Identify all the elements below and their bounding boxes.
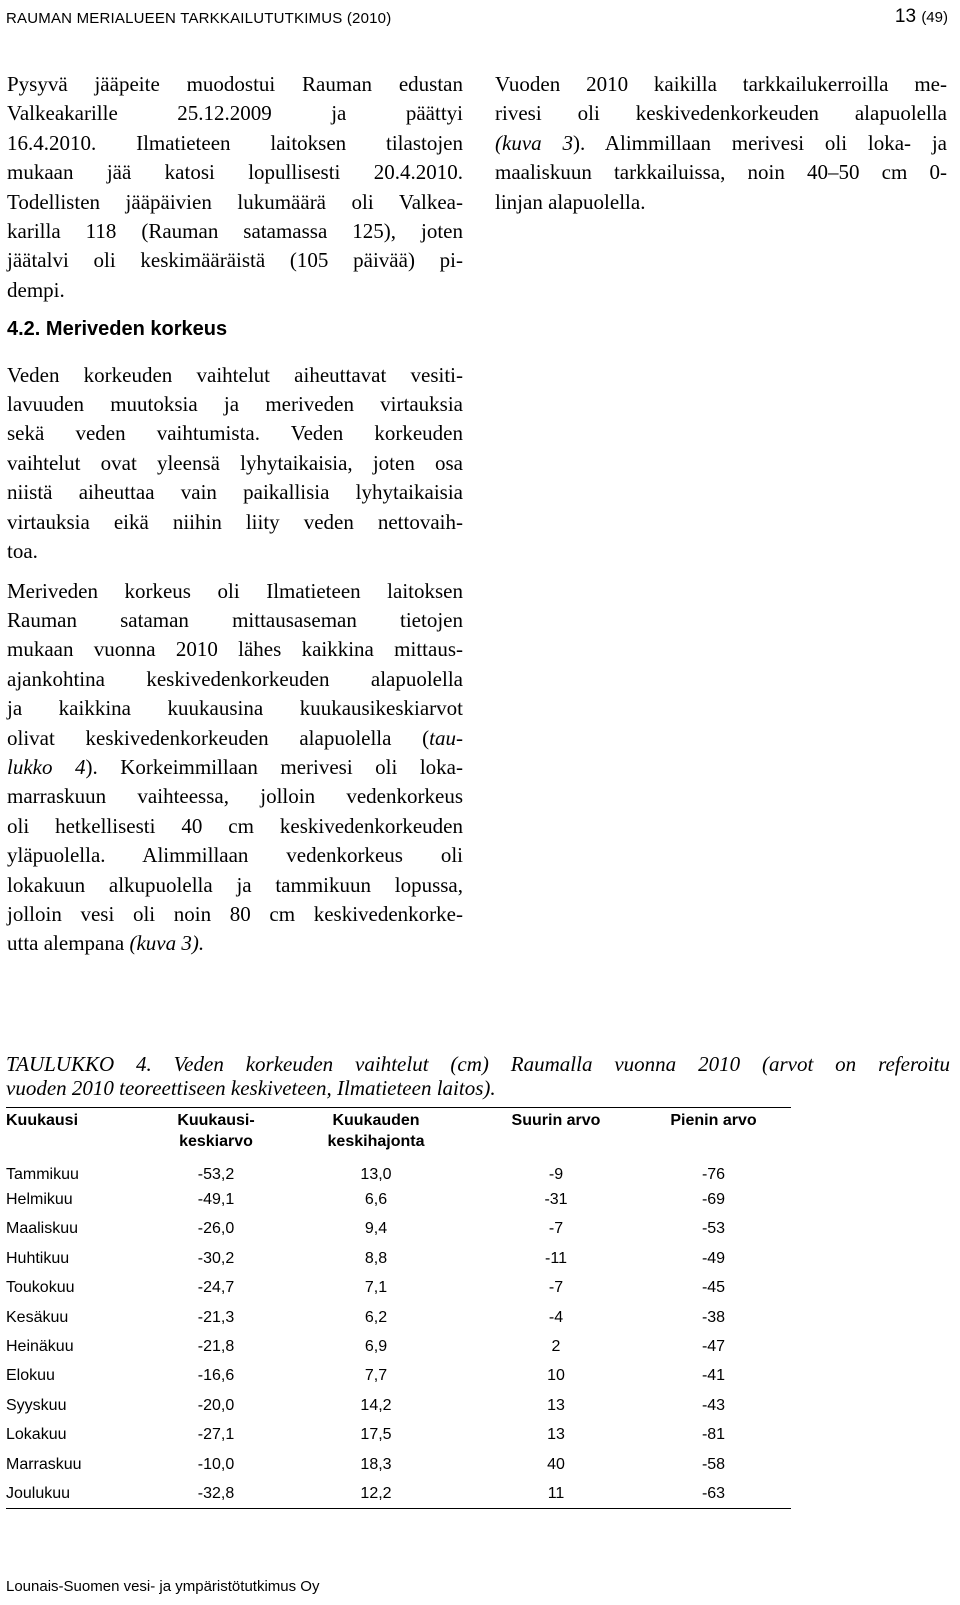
cell-std: 8,8 [364,1249,388,1267]
header-min: Pienin arvo [670,1112,757,1129]
cell-max: 10 [547,1367,565,1385]
table-reference: tau- [429,725,463,750]
cell-mean: -53,2 [197,1165,235,1183]
cell-min: -41 [701,1367,726,1385]
cell-max: -4 [548,1308,564,1326]
cell-std: 14,2 [360,1396,392,1414]
text-line: dempi. [7,277,65,302]
text-fragment: utta alempana [7,931,130,956]
cell-mean: -10,0 [197,1455,235,1473]
text-line: jolloin vesi oli noin 80 cm keskivedenkorke- [7,901,463,926]
cell-max: -11 [545,1249,567,1267]
text-fragment: olivat keskivedenkorkeuden alapuolella ( [7,725,430,750]
cell-mean: -16,6 [197,1367,235,1385]
table-header-row [6,1108,791,1157]
table-row [6,1332,791,1361]
table-row [6,1421,791,1450]
text-line: jäätalvi oli keskimääräistä (105 päivää) pi- [7,248,463,273]
text-line: ajankohtina keskivedenkorkeuden alapuolella [7,666,463,691]
cell-min: -81 [701,1426,726,1444]
table-row [6,1185,791,1214]
table-row [6,1391,791,1420]
figure-reference: (kuva 3). [129,931,205,956]
cell-month: Syyskuu [6,1396,67,1414]
cell-mean: -30,2 [197,1249,235,1267]
cell-month: Marraskuu [6,1455,82,1473]
cell-mean: -27,1 [197,1426,235,1444]
cell-std: 7,1 [364,1279,388,1297]
cell-std: 6,2 [364,1308,388,1326]
text-line: Rauman sataman mittausaseman tietojen [7,607,463,632]
page-current: 13 [894,6,917,27]
right-column [495,70,947,227]
cell-month: Heinäkuu [6,1338,74,1356]
text-line: yläpuolella. Alimmillaan vedenkorkeus oli [7,843,463,868]
text-line: vaihtelut ovat yleensä lyhytaikaisia, joten osa [7,450,463,475]
table-row [6,1156,791,1185]
text-fragment: ). Korkeimmillaan merivesi oli loka- [85,754,463,779]
cell-mean: -21,3 [197,1308,235,1326]
text-line: ja kaikkina kuukausina kuukausikeskiarvot [7,696,463,721]
text-line: 16.4.2010. Ilmatieteen laitoksen tilastojen [7,130,463,155]
report-title: RAUMAN MERIALUEEN TARKKAILUTUTKIMUS (2010) [6,10,392,27]
text-line: marraskuun vaihteessa, jolloin vedenkorkeus [7,784,463,809]
text-line: karilla 118 (Rauman satamassa 125), joten [7,219,463,244]
text-line: Vuoden 2010 kaikilla tarkkailukerroilla me- [495,72,947,96]
cell-min: -69 [701,1191,726,1209]
cell-min: -53 [701,1220,726,1238]
table-row [6,1274,791,1303]
cell-std: 13,0 [360,1165,392,1183]
text-line [7,724,463,753]
text-line: rivesi oli keskivedenkorkeuden alapuolella [495,101,947,126]
text-line: lokakuun alkupuolella ja tammikuun lopussa, [7,872,463,897]
cell-mean: -26,0 [197,1220,235,1238]
cell-max: 40 [547,1455,565,1473]
caption-line: TAULUKKO 4. Veden korkeuden vaihtelut (cm) Raumalla vuonna 2010 (arvot on referoitu [6,1052,950,1076]
cell-min: -76 [701,1165,726,1183]
header-text: keskihajonta [327,1133,425,1150]
text-line: Veden korkeuden vaihtelut aiheuttavat vesiti- [7,362,463,387]
table-row [6,1362,791,1391]
text-line: sekä veden vaihtumista. Veden korkeuden [7,421,463,446]
cell-mean: -24,7 [197,1279,235,1297]
cell-max: 13 [547,1426,565,1444]
cell-month: Elokuu [6,1367,55,1385]
table-row [6,1244,791,1273]
paragraph-monitoring-sea-level [495,70,947,217]
header-text: Kuukauden [332,1112,420,1129]
text-line: Valkeakarille 25.12.2009 ja päättyi [7,101,463,126]
header-text: keskiarvo [179,1133,253,1150]
header-month: Kuukausi [6,1112,79,1129]
table-row [6,1303,791,1332]
cell-min: -58 [701,1455,726,1473]
cell-std: 7,7 [364,1367,388,1385]
text-line: virtauksia eikä niihin liity veden nettovaih- [7,509,463,534]
page-footer: Lounais-Suomen vesi- ja ympäristötutkimus Oy [6,1578,320,1595]
paragraph-ice-cover [7,70,463,305]
text-line: mukaan jää katosi lopullisesti 20.4.2010. [7,160,463,185]
cell-std: 12,2 [360,1484,392,1502]
cell-std: 17,5 [360,1426,392,1444]
cell-mean: -20,0 [197,1396,235,1414]
text-line [7,753,463,782]
page-number [895,6,948,28]
cell-mean: -32,8 [197,1484,235,1502]
text-line: Meriveden korkeus oli Ilmatieteen laitoksen [7,578,463,603]
text-line: niistä aiheuttaa vain paikallisia lyhytaikaisia [7,480,463,505]
cell-month: Huhtikuu [6,1249,70,1267]
text-fragment: ). Alimmillaan merivesi oli loka- ja [572,130,947,155]
cell-min: -43 [701,1396,726,1414]
header-text: Kuukausi- [177,1112,255,1129]
cell-std: 6,9 [364,1338,388,1356]
text-line: toa. [7,539,38,564]
cell-std: 9,4 [364,1220,388,1238]
paragraph-water-level-variation [7,361,463,567]
header-std-deviation [276,1108,476,1157]
cell-max: -7 [548,1220,564,1238]
cell-max: -31 [544,1191,568,1209]
table-row [6,1215,791,1244]
data-table [6,1107,791,1509]
text-line [495,129,947,158]
figure-reference: (kuva 3 [495,130,573,155]
cell-min: -47 [701,1338,726,1356]
text-line: lavuuden muutoksia ja meriveden virtauksia [7,392,463,417]
cell-month: Helmikuu [6,1191,73,1209]
cell-month: Toukokuu [6,1279,75,1297]
cell-max: 2 [551,1338,561,1356]
cell-month: Kesäkuu [6,1308,69,1326]
left-column [7,70,463,969]
text-line [7,929,463,958]
caption-line: vuoden 2010 teoreettiseen keskiveteen, Ilmatieteen laitos). [6,1076,496,1100]
cell-min: -49 [701,1249,726,1267]
table-caption [6,1052,950,1100]
cell-month: Maaliskuu [6,1220,79,1238]
text-line: Todellisten jääpäivien lukumäärä oli Valkea- [7,189,463,214]
cell-max: 13 [547,1396,565,1414]
cell-mean: -21,8 [197,1338,235,1356]
table-row [6,1479,791,1508]
text-line: oli hetkellisesti 40 cm keskivedenkorkeuden [7,813,463,838]
paragraph-sea-level-2010 [7,577,463,959]
cell-max: -9 [548,1165,564,1183]
table-row [6,1450,791,1479]
cell-min: -38 [701,1308,726,1326]
cell-max: 11 [547,1484,565,1502]
cell-min: -63 [701,1484,726,1502]
page-total: (49) [921,9,948,26]
page-header [6,6,950,32]
header-monthly-mean [156,1108,276,1157]
text-line: Pysyvä jääpeite muodostui Rauman edustan [7,72,463,96]
cell-std: 18,3 [360,1455,392,1473]
table-body [6,1156,791,1509]
cell-max: -7 [548,1279,564,1297]
cell-min: -45 [701,1279,726,1297]
header-max: Suurin arvo [511,1112,601,1129]
cell-month: Tammikuu [6,1165,79,1183]
cell-month: Joulukuu [6,1484,71,1502]
cell-std: 6,6 [364,1191,388,1209]
cell-month: Lokakuu [6,1426,67,1444]
text-line: mukaan vuonna 2010 lähes kaikkina mittaus- [7,637,463,662]
water-level-table [6,1107,791,1509]
cell-mean: -49,1 [197,1191,235,1209]
text-line: linjan alapuolella. [495,189,646,214]
table-reference: lukko 4 [7,754,86,779]
section-heading: 4.2. Meriveden korkeus [7,318,228,341]
text-line: maaliskuun tarkkailuissa, noin 40–50 cm 0- [495,160,947,185]
